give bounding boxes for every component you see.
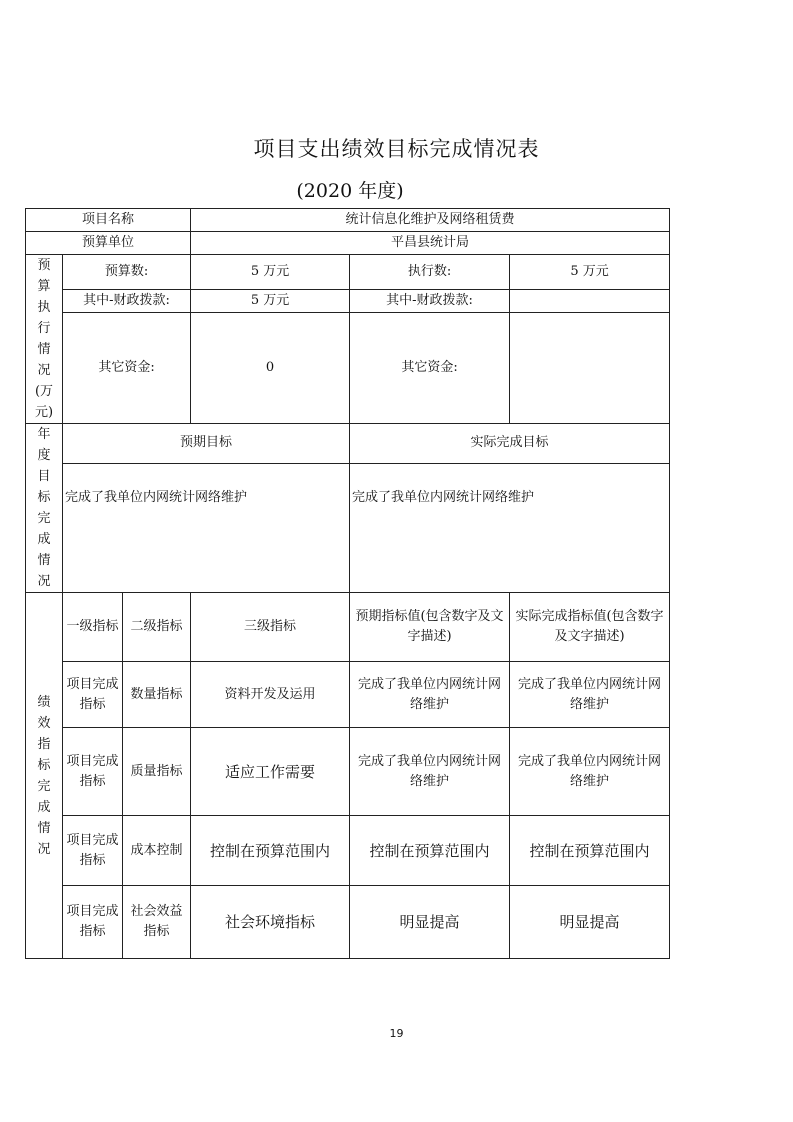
table-row: [26, 463, 670, 592]
indicator-expected: 完成了我单位内网统计网络维护: [350, 728, 510, 816]
table-row: [26, 424, 670, 464]
actual-target-header: 实际完成目标: [350, 424, 670, 464]
budget-section-label: 预算执行情况(万元): [26, 255, 63, 424]
project-name-label: 项目名称: [26, 209, 191, 232]
budget-amount-value: 5 万元: [191, 255, 350, 290]
annual-section-label: 年度目标完成情况: [26, 424, 63, 593]
table-row: [26, 255, 670, 290]
budget-amount-label: 预算数:: [63, 255, 191, 290]
indicator-level3: 资料开发及运用: [191, 662, 350, 728]
indicator-level1: 项目完成指标: [63, 816, 123, 886]
actual-value-header: 实际完成指标值(包含数字及文字描述): [510, 593, 670, 662]
level3-header: 三级指标: [191, 593, 350, 662]
page-number: 19: [389, 1027, 404, 1040]
table-row: [26, 662, 670, 728]
project-name-value: 统计信息化维护及网络租赁费: [191, 209, 670, 232]
year-subtitle: (2020 年度): [296, 180, 404, 202]
level2-header: 二级指标: [123, 593, 191, 662]
table-row: [26, 289, 670, 313]
level1-header: 一级指标: [63, 593, 123, 662]
exec-amount-label: 执行数:: [350, 255, 510, 290]
indicator-actual: 完成了我单位内网统计网络维护: [510, 662, 670, 728]
fiscal-label-budget: 其中-财政拨款:: [63, 289, 191, 313]
expected-target-header: 预期目标: [63, 424, 350, 464]
exec-amount-value: 5 万元: [510, 255, 670, 290]
indicator-actual: 完成了我单位内网统计网络维护: [510, 728, 670, 816]
other-funds-value-budget: 0: [191, 313, 350, 424]
performance-section-label: 绩效指标完成情况: [26, 593, 63, 959]
table-row: [26, 886, 670, 959]
indicator-level1: 项目完成指标: [63, 662, 123, 728]
indicator-level2: 数量指标: [123, 662, 191, 728]
expected-target-text: 完成了我单位内网统计网络维护: [63, 463, 350, 592]
budget-unit-value: 平昌县统计局: [191, 232, 670, 255]
indicator-level1: 项目完成指标: [63, 728, 123, 816]
performance-table: [25, 208, 670, 959]
indicator-expected: 完成了我单位内网统计网络维护: [350, 662, 510, 728]
indicator-level2: 质量指标: [123, 728, 191, 816]
indicator-expected: 控制在预算范围内: [350, 816, 510, 886]
table-row: [26, 313, 670, 424]
indicator-actual: 明显提高: [510, 886, 670, 959]
table-row: [26, 593, 670, 662]
page-title: 项目支出绩效目标完成情况表: [253, 137, 540, 161]
fiscal-value-exec: [510, 289, 670, 313]
indicator-level2: 成本控制: [123, 816, 191, 886]
fiscal-label-exec: 其中-财政拨款:: [350, 289, 510, 313]
other-funds-label-budget: 其它资金:: [63, 313, 191, 424]
table-row: [26, 728, 670, 816]
indicator-level1: 项目完成指标: [63, 886, 123, 959]
expected-value-header: 预期指标值(包含数字及文字描述): [350, 593, 510, 662]
fiscal-value-budget: 5 万元: [191, 289, 350, 313]
budget-unit-label: 预算单位: [26, 232, 191, 255]
table-row: [26, 816, 670, 886]
indicator-level3: 适应工作需要: [191, 728, 350, 816]
indicator-level3: 社会环境指标: [191, 886, 350, 959]
other-funds-label-exec: 其它资金:: [350, 313, 510, 424]
other-funds-value-exec: [510, 313, 670, 424]
table-row: [26, 209, 670, 232]
table-row: [26, 232, 670, 255]
indicator-actual: 控制在预算范围内: [510, 816, 670, 886]
actual-target-text: 完成了我单位内网统计网络维护: [350, 463, 670, 592]
indicator-level3: 控制在预算范围内: [191, 816, 350, 886]
indicator-expected: 明显提高: [350, 886, 510, 959]
indicator-level2: 社会效益指标: [123, 886, 191, 959]
